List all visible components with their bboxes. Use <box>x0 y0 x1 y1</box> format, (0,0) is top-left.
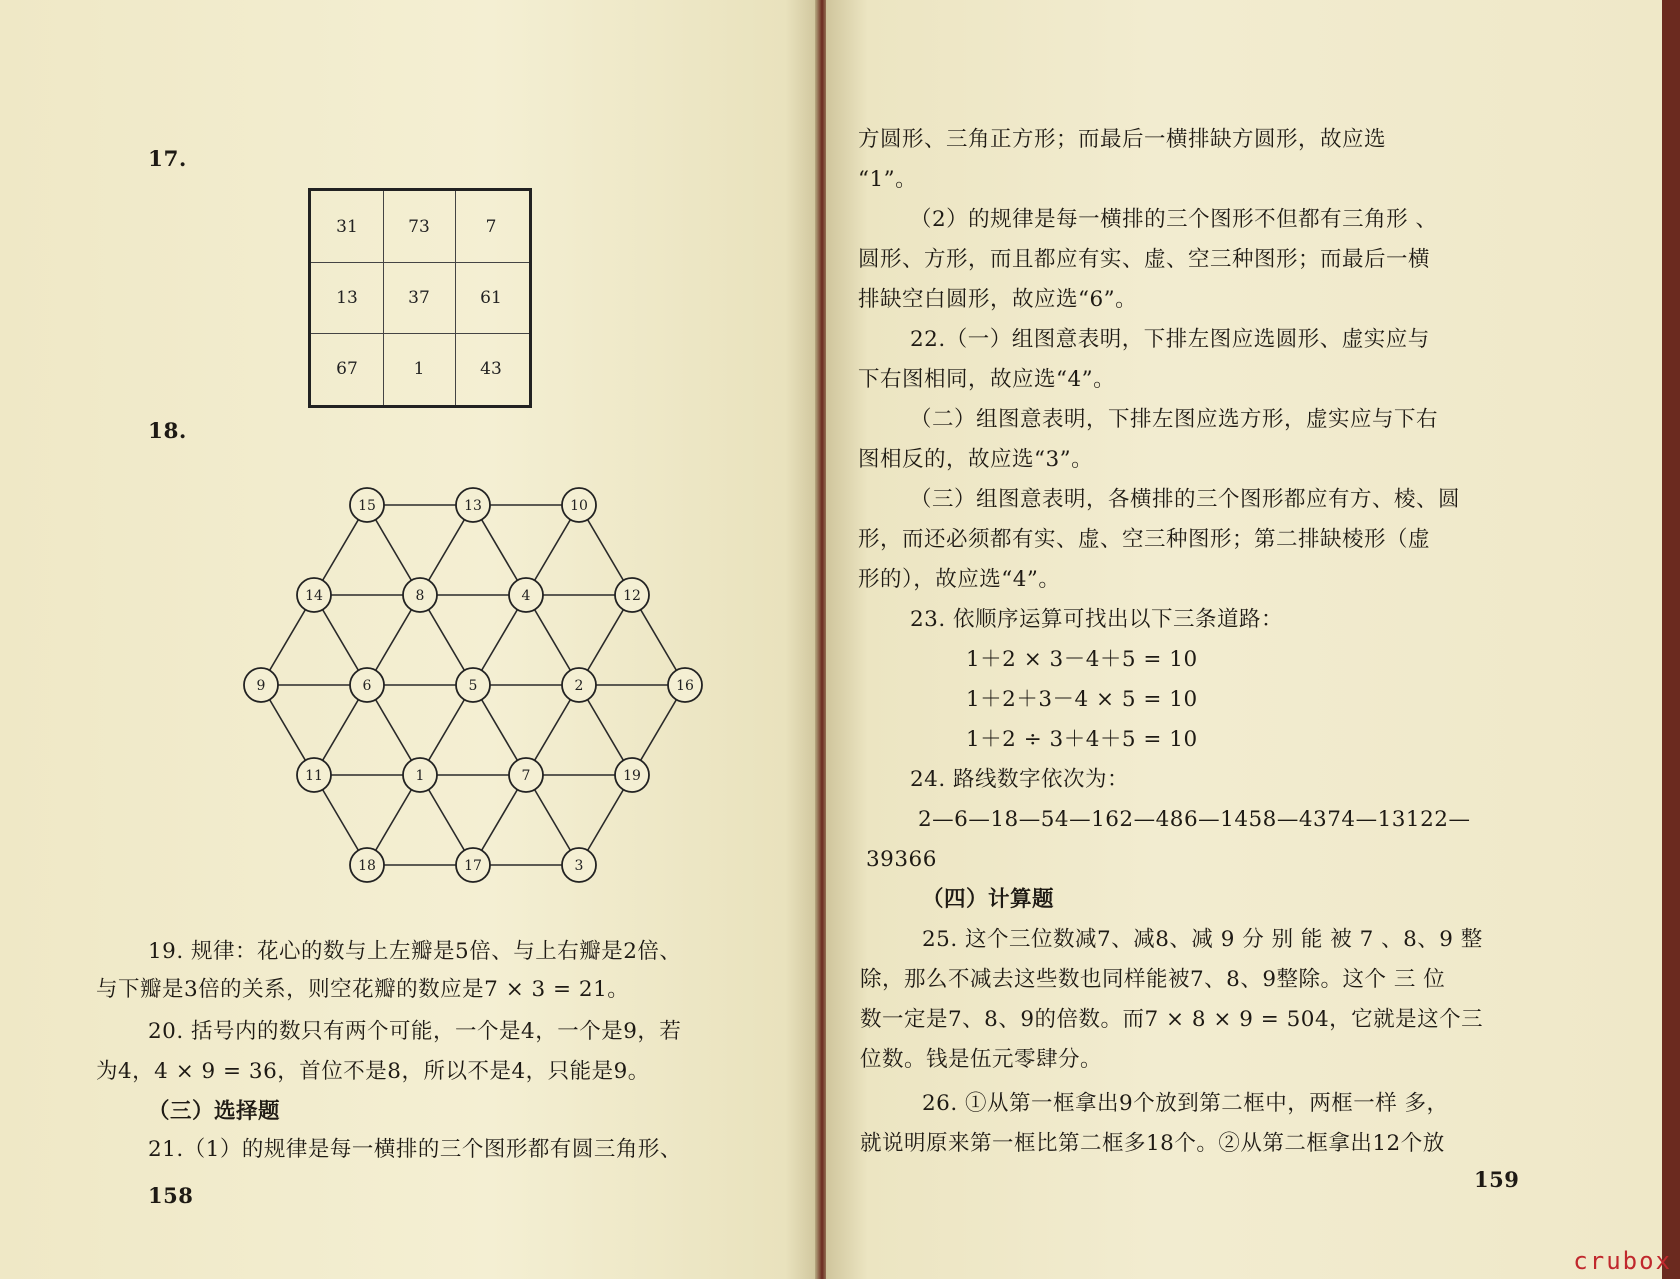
lattice-node <box>297 758 331 792</box>
equation-line: 1＋2 ÷ 3＋4＋5 = 10 <box>966 727 1198 752</box>
grid-cell: 1 <box>413 358 425 379</box>
answer-line: 24. 路线数字依次为： <box>910 767 1130 792</box>
lattice-node <box>562 488 596 522</box>
lattice-node-label: 15 <box>358 498 376 514</box>
lattice-node-label: 4 <box>521 588 531 604</box>
lattice-node <box>615 578 649 612</box>
page-number-left: 158 <box>148 1183 194 1208</box>
grid-cell: 7 <box>485 216 497 237</box>
grid-cell: 61 <box>480 287 502 308</box>
grid-cell: 13 <box>336 287 358 308</box>
answer-line: 方圆形、三角正方形；而最后一横排缺方圆形，故应选 <box>858 127 1387 152</box>
equation-line: 1＋2 × 3－4＋5 = 10 <box>966 647 1198 672</box>
lattice-node <box>509 578 543 612</box>
lattice-node-label: 19 <box>623 768 641 784</box>
lattice-node <box>456 488 490 522</box>
lattice-node <box>403 758 437 792</box>
grid-cell: 73 <box>408 216 430 237</box>
lattice-node <box>244 668 278 702</box>
lattice-node-label: 13 <box>464 498 482 514</box>
lattice-node <box>350 488 384 522</box>
lattice-node-label: 12 <box>623 588 641 604</box>
paragraph-19-line2: 与下瓣是3倍的关系，则空花瓣的数应是7 × 3 = 21。 <box>96 977 630 1002</box>
lattice-node <box>456 668 490 702</box>
lattice-node <box>615 758 649 792</box>
answer-line: 下右图相同，故应选“4”。 <box>858 367 1116 392</box>
answer-line: 位数。钱是伍元零肆分。 <box>860 1047 1103 1072</box>
lattice-node-label: 14 <box>305 588 323 604</box>
lattice-node <box>562 668 596 702</box>
lattice-node-label: 1 <box>415 768 425 784</box>
lattice-node-label: 5 <box>468 678 478 694</box>
lattice-node-label: 2 <box>574 678 584 694</box>
lattice-node <box>350 848 384 882</box>
answer-line: 26. ①从第一框拿出9个放到第二框中，两框一样 多， <box>922 1091 1449 1116</box>
lattice-node <box>350 668 384 702</box>
grid-cell: 31 <box>336 216 358 237</box>
answer-line: 形，而还必须都有实、虚、空三种图形；第二排缺棱形（虚 <box>858 527 1431 552</box>
section-heading-choice: （三）选择题 <box>148 1099 281 1124</box>
grid-cell: 37 <box>408 287 430 308</box>
equation-line: 1＋2＋3－4 × 5 = 10 <box>966 687 1198 712</box>
q18-triangle-grid <box>180 485 694 905</box>
section-heading-calc: （四）计算题 <box>922 887 1055 912</box>
lattice-node <box>668 668 702 702</box>
grid-cell: 67 <box>336 358 358 379</box>
q17-label: 17. <box>148 147 187 172</box>
lattice-node-label: 9 <box>256 678 266 694</box>
right-page <box>826 0 1662 1279</box>
route-line: 39366 <box>866 847 937 872</box>
answer-line: 数一定是7、8、9的倍数。而7 × 8 × 9 = 504，它就是这个三 <box>860 1007 1484 1032</box>
lattice-node-label: 16 <box>676 678 694 694</box>
lattice-node-label: 10 <box>570 498 588 514</box>
page-number-right: 159 <box>1474 1167 1520 1192</box>
answer-line: 25. 这个三位数减7、减8、减 9 分 别 能 被 7 、8、9 整 <box>922 927 1483 952</box>
paragraph-21-line1: 21.（1）的规律是每一横排的三个图形都有圆三角形、 <box>148 1137 682 1162</box>
lattice-node <box>297 578 331 612</box>
answer-line: 22.（一）组图意表明，下排左图应选圆形、虚实应与 <box>910 327 1430 352</box>
answer-line: 排缺空白圆形，故应选“6”。 <box>858 287 1138 312</box>
left-page <box>0 0 818 1279</box>
answer-line: （2）的规律是每一横排的三个图形不但都有三角形 、 <box>910 207 1438 232</box>
q17-number-grid <box>308 188 532 408</box>
lattice-node-label: 17 <box>464 858 482 874</box>
answer-line: 除，那么不减去这些数也同样能被7、8、9整除。这个 三 位 <box>860 967 1446 992</box>
lattice-node <box>509 758 543 792</box>
lattice-node <box>403 578 437 612</box>
paragraph-20-line2: 为4，4 × 9 = 36，首位不是8，所以不是4，只能是9。 <box>96 1059 650 1084</box>
lattice-node <box>456 848 490 882</box>
answer-line: 就说明原来第一框比第二框多18个。②从第二框拿出12个放 <box>860 1131 1445 1156</box>
route-line: 2—6—18—54—162—486—1458—4374—13122— <box>918 807 1471 832</box>
lattice-node-label: 18 <box>358 858 376 874</box>
lattice-node-label: 11 <box>305 768 323 784</box>
answer-line: 23. 依顺序运算可找出以下三条道路： <box>910 607 1284 632</box>
paragraph-19-line1: 19. 规律：花心的数与上左瓣是5倍、与上右瓣是2倍、 <box>148 939 682 964</box>
lattice-node-label: 6 <box>362 678 372 694</box>
answer-line: 圆形、方形，而且都应有实、虚、空三种图形；而最后一横 <box>858 247 1431 272</box>
lattice-node-label: 8 <box>415 588 425 604</box>
answer-line: （三）组图意表明，各横排的三个图形都应有方、棱、圆 <box>910 487 1461 512</box>
lattice-node <box>562 848 596 882</box>
q18-label: 18. <box>148 419 187 444</box>
answer-line: （二）组图意表明，下排左图应选方形，虚实应与下右 <box>910 407 1439 432</box>
grid-cell: 43 <box>480 358 502 379</box>
lattice-node-label: 7 <box>521 768 531 784</box>
answer-line: 形的），故应选“4”。 <box>858 567 1061 592</box>
lattice-node-label: 3 <box>574 858 584 874</box>
answer-line: “1”。 <box>858 167 918 192</box>
watermark-text: crubox <box>1573 1247 1672 1275</box>
answer-line: 图相反的，故应选“3”。 <box>858 447 1094 472</box>
paragraph-20-line1: 20. 括号内的数只有两个可能，一个是4，一个是9，若 <box>148 1019 682 1044</box>
